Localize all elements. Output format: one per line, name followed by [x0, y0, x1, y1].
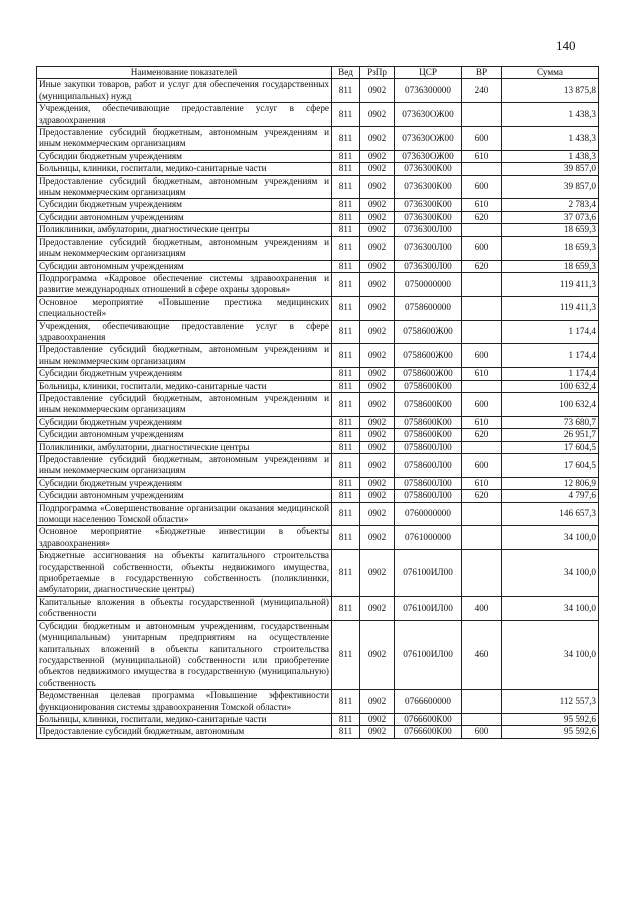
row-ved: 811	[332, 272, 360, 296]
row-name: Больницы, клиники, госпитали, медико-санитарные части	[37, 380, 332, 392]
row-name: Капитальные вложения в объекты государственной (муниципальной) собственности	[37, 596, 332, 620]
row-csr: 073630ОЖ00	[395, 150, 462, 162]
row-ved: 811	[332, 368, 360, 380]
table-row	[37, 726, 599, 738]
table-row	[37, 211, 599, 223]
row-rzpr: 0902	[360, 416, 395, 428]
header-csr: ЦСР	[395, 67, 462, 79]
table-row	[37, 150, 599, 162]
row-vr: 600	[462, 344, 502, 368]
row-vr: 600	[462, 175, 502, 199]
row-vr	[462, 713, 502, 725]
row-csr: 0750000000	[395, 272, 462, 296]
table-row	[37, 596, 599, 620]
row-csr: 076100ИЛ00	[395, 620, 462, 689]
row-rzpr: 0902	[360, 502, 395, 526]
row-rzpr: 0902	[360, 199, 395, 211]
row-csr: 0758600Л00	[395, 477, 462, 489]
table-row	[37, 320, 599, 344]
table-row	[37, 368, 599, 380]
header-ved: Вед	[332, 67, 360, 79]
row-name: Предоставление субсидий бюджетным, автономным учреждениям и иным некоммерческим организациям	[37, 236, 332, 260]
row-ved: 811	[332, 416, 360, 428]
row-sum: 73 680,7	[502, 416, 599, 428]
row-ved: 811	[332, 380, 360, 392]
row-sum: 119 411,3	[502, 272, 599, 296]
row-rzpr: 0902	[360, 392, 395, 416]
row-vr: 400	[462, 596, 502, 620]
row-name: Поликлиники, амбулатории, диагностические центры	[37, 224, 332, 236]
row-sum: 13 875,8	[502, 79, 599, 103]
row-csr: 076100ИЛ00	[395, 550, 462, 597]
row-vr	[462, 163, 502, 175]
row-vr: 610	[462, 368, 502, 380]
row-csr: 0736300К00	[395, 211, 462, 223]
row-name: Поликлиники, амбулатории, диагностические центры	[37, 441, 332, 453]
row-vr: 620	[462, 490, 502, 502]
row-ved: 811	[332, 320, 360, 344]
row-ved: 811	[332, 79, 360, 103]
row-name: Предоставление субсидий бюджетным, автономным учреждениям и иным некоммерческим организациям	[37, 127, 332, 151]
row-sum: 1 438,3	[502, 127, 599, 151]
row-name: Субсидии бюджетным и автономным учреждениям, государственным (муниципальным) унитарным предприятиям на осуществление капитальных вложений в объекты капитального строительства государственной (муниципальной) собственности или приобретение объектов недвижимого имущества в государственную (муниципальную) собственность	[37, 620, 332, 689]
row-sum: 18 659,3	[502, 260, 599, 272]
row-rzpr: 0902	[360, 526, 395, 550]
row-rzpr: 0902	[360, 713, 395, 725]
table-row	[37, 199, 599, 211]
row-ved: 811	[332, 296, 360, 320]
row-sum: 34 100,0	[502, 550, 599, 597]
row-sum: 1 174,4	[502, 368, 599, 380]
row-vr: 620	[462, 211, 502, 223]
row-sum: 17 604,5	[502, 454, 599, 478]
row-name: Предоставление субсидий бюджетным, автономным учреждениям и иным некоммерческим организациям	[37, 344, 332, 368]
row-vr: 600	[462, 454, 502, 478]
row-vr	[462, 502, 502, 526]
row-sum: 39 857,0	[502, 163, 599, 175]
row-csr: 0736300К00	[395, 199, 462, 211]
table-row	[37, 429, 599, 441]
row-ved: 811	[332, 713, 360, 725]
row-rzpr: 0902	[360, 272, 395, 296]
row-sum: 18 659,3	[502, 224, 599, 236]
row-vr: 610	[462, 416, 502, 428]
row-name: Субсидии бюджетным учреждениям	[37, 150, 332, 162]
row-rzpr: 0902	[360, 620, 395, 689]
row-name: Субсидии автономным учреждениям	[37, 429, 332, 441]
row-rzpr: 0902	[360, 79, 395, 103]
row-sum: 95 592,6	[502, 726, 599, 738]
row-csr: 076100ИЛ00	[395, 596, 462, 620]
row-name: Подпрограмма «Кадровое обеспечение системы здравоохранения и развитие международных отношений в сфере охраны здоровья»	[37, 272, 332, 296]
row-csr: 0766600К00	[395, 713, 462, 725]
page-number: 140	[556, 38, 576, 53]
row-sum: 100 632,4	[502, 392, 599, 416]
row-sum: 2 783,4	[502, 199, 599, 211]
row-vr: 610	[462, 477, 502, 489]
row-sum: 112 557,3	[502, 690, 599, 714]
row-vr	[462, 320, 502, 344]
row-csr: 0736300Л00	[395, 260, 462, 272]
row-name: Ведомственная целевая программа «Повышение эффективности функционирования системы здравоохранения Томской области»	[37, 690, 332, 714]
row-vr	[462, 690, 502, 714]
row-name: Подпрограмма «Совершенствование организации оказания медицинской помощи населению Томской области»	[37, 502, 332, 526]
row-rzpr: 0902	[360, 454, 395, 478]
row-sum: 1 174,4	[502, 320, 599, 344]
table-row	[37, 620, 599, 689]
row-sum: 1 438,3	[502, 150, 599, 162]
table-row	[37, 477, 599, 489]
row-ved: 811	[332, 550, 360, 597]
row-ved: 811	[332, 199, 360, 211]
row-sum: 39 857,0	[502, 175, 599, 199]
row-csr: 0758600К00	[395, 416, 462, 428]
row-ved: 811	[332, 690, 360, 714]
table-row	[37, 79, 599, 103]
table-row	[37, 502, 599, 526]
row-csr: 0758600Ж00	[395, 368, 462, 380]
table-row	[37, 103, 599, 127]
row-csr: 0758600К00	[395, 429, 462, 441]
row-sum: 34 100,0	[502, 596, 599, 620]
row-rzpr: 0902	[360, 550, 395, 597]
table-row	[37, 260, 599, 272]
row-rzpr: 0902	[360, 344, 395, 368]
row-csr: 0758600Л00	[395, 454, 462, 478]
row-ved: 811	[332, 127, 360, 151]
row-ved: 811	[332, 211, 360, 223]
row-vr: 600	[462, 236, 502, 260]
table-body	[37, 79, 599, 738]
table-row	[37, 392, 599, 416]
row-rzpr: 0902	[360, 368, 395, 380]
row-rzpr: 0902	[360, 224, 395, 236]
budget-table	[36, 66, 599, 739]
row-vr	[462, 296, 502, 320]
table-row	[37, 490, 599, 502]
header-rzpr: РзПр	[360, 67, 395, 79]
row-ved: 811	[332, 620, 360, 689]
row-csr: 073630ОЖ00	[395, 103, 462, 127]
row-rzpr: 0902	[360, 236, 395, 260]
row-sum: 119 411,3	[502, 296, 599, 320]
row-ved: 811	[332, 726, 360, 738]
row-rzpr: 0902	[360, 490, 395, 502]
table-row	[37, 272, 599, 296]
row-name: Основное мероприятие «Повышение престижа медицинских специальностей»	[37, 296, 332, 320]
row-rzpr: 0902	[360, 260, 395, 272]
row-sum: 146 657,3	[502, 502, 599, 526]
row-csr: 0758600Ж00	[395, 344, 462, 368]
row-vr: 240	[462, 79, 502, 103]
table-row	[37, 380, 599, 392]
row-name: Субсидии автономным учреждениям	[37, 260, 332, 272]
row-ved: 811	[332, 163, 360, 175]
row-vr: 600	[462, 726, 502, 738]
row-rzpr: 0902	[360, 150, 395, 162]
row-vr: 610	[462, 150, 502, 162]
row-sum: 4 797,6	[502, 490, 599, 502]
row-csr: 0736300Л00	[395, 236, 462, 260]
row-sum: 34 100,0	[502, 526, 599, 550]
row-ved: 811	[332, 103, 360, 127]
row-rzpr: 0902	[360, 380, 395, 392]
row-ved: 811	[332, 477, 360, 489]
header-name: Наименование показателей	[37, 67, 332, 79]
row-vr	[462, 441, 502, 453]
row-csr: 0736300Л00	[395, 224, 462, 236]
table-row	[37, 296, 599, 320]
row-vr: 600	[462, 392, 502, 416]
row-csr: 0736300К00	[395, 175, 462, 199]
row-name: Субсидии бюджетным учреждениям	[37, 477, 332, 489]
row-name: Предоставление субсидий бюджетным, автономным учреждениям и иным некоммерческим организациям	[37, 454, 332, 478]
row-rzpr: 0902	[360, 127, 395, 151]
row-name: Больницы, клиники, госпитали, медико-санитарные части	[37, 163, 332, 175]
row-csr: 0758600Л00	[395, 490, 462, 502]
table-row	[37, 713, 599, 725]
row-rzpr: 0902	[360, 726, 395, 738]
row-ved: 811	[332, 150, 360, 162]
row-vr: 620	[462, 429, 502, 441]
row-vr	[462, 272, 502, 296]
row-vr: 620	[462, 260, 502, 272]
row-name: Учреждения, обеспечивающие предоставление услуг в сфере здравоохранения	[37, 103, 332, 127]
row-name: Бюджетные ассигнования на объекты капитального строительства государственной собственности, объекты недвижимого имущества, приобретаемые в государственную собственность (поликлиники, амбулатории, диагностические центры)	[37, 550, 332, 597]
row-sum: 12 806,9	[502, 477, 599, 489]
row-rzpr: 0902	[360, 211, 395, 223]
table-row	[37, 344, 599, 368]
row-sum: 18 659,3	[502, 236, 599, 260]
row-sum: 34 100,0	[502, 620, 599, 689]
row-ved: 811	[332, 175, 360, 199]
row-rzpr: 0902	[360, 103, 395, 127]
table-row	[37, 441, 599, 453]
row-csr: 0758600К00	[395, 392, 462, 416]
row-rzpr: 0902	[360, 296, 395, 320]
row-ved: 811	[332, 236, 360, 260]
row-name: Иные закупки товаров, работ и услуг для обеспечения государственных (муниципальных) нужд	[37, 79, 332, 103]
row-name: Предоставление субсидий бюджетным, автономным	[37, 726, 332, 738]
row-csr: 0758600К00	[395, 380, 462, 392]
row-ved: 811	[332, 490, 360, 502]
table-row	[37, 690, 599, 714]
row-csr: 0736300К00	[395, 163, 462, 175]
row-sum: 1 438,3	[502, 103, 599, 127]
row-ved: 811	[332, 392, 360, 416]
row-ved: 811	[332, 429, 360, 441]
row-sum: 26 951,7	[502, 429, 599, 441]
row-csr: 0758600Ж00	[395, 320, 462, 344]
row-vr: 600	[462, 127, 502, 151]
row-vr: 460	[462, 620, 502, 689]
row-csr: 0760000000	[395, 502, 462, 526]
row-rzpr: 0902	[360, 429, 395, 441]
row-rzpr: 0902	[360, 690, 395, 714]
row-rzpr: 0902	[360, 163, 395, 175]
row-ved: 811	[332, 502, 360, 526]
row-rzpr: 0902	[360, 596, 395, 620]
header-vr: ВР	[462, 67, 502, 79]
row-vr	[462, 526, 502, 550]
table-header-row	[37, 67, 599, 79]
row-csr: 0758600Л00	[395, 441, 462, 453]
table-row	[37, 224, 599, 236]
table-row	[37, 526, 599, 550]
row-name: Субсидии бюджетным учреждениям	[37, 368, 332, 380]
row-vr	[462, 550, 502, 597]
row-csr: 0736300000	[395, 79, 462, 103]
row-ved: 811	[332, 454, 360, 478]
table-row	[37, 454, 599, 478]
row-rzpr: 0902	[360, 320, 395, 344]
row-rzpr: 0902	[360, 477, 395, 489]
row-rzpr: 0902	[360, 441, 395, 453]
row-csr: 073630ОЖ00	[395, 127, 462, 151]
row-name: Предоставление субсидий бюджетным, автономным учреждениям и иным некоммерческим организациям	[37, 175, 332, 199]
row-ved: 811	[332, 260, 360, 272]
row-sum: 100 632,4	[502, 380, 599, 392]
row-csr: 0758600000	[395, 296, 462, 320]
row-name: Основное мероприятие «Бюджетные инвестиции в объекты здравоохранения»	[37, 526, 332, 550]
row-ved: 811	[332, 596, 360, 620]
row-name: Больницы, клиники, госпитали, медико-санитарные части	[37, 713, 332, 725]
row-name: Субсидии бюджетным учреждениям	[37, 416, 332, 428]
row-vr: 610	[462, 199, 502, 211]
header-sum: Сумма	[502, 67, 599, 79]
table-row	[37, 127, 599, 151]
row-csr: 0761000000	[395, 526, 462, 550]
row-name: Учреждения, обеспечивающие предоставление услуг в сфере здравоохранения	[37, 320, 332, 344]
table-row	[37, 416, 599, 428]
row-sum: 37 073,6	[502, 211, 599, 223]
row-vr	[462, 224, 502, 236]
row-vr	[462, 103, 502, 127]
table-row	[37, 163, 599, 175]
row-ved: 811	[332, 224, 360, 236]
row-sum: 1 174,4	[502, 344, 599, 368]
table-row	[37, 236, 599, 260]
row-name: Предоставление субсидий бюджетным, автономным учреждениям и иным некоммерческим организациям	[37, 392, 332, 416]
row-vr	[462, 380, 502, 392]
row-ved: 811	[332, 441, 360, 453]
row-ved: 811	[332, 344, 360, 368]
row-csr: 0766600000	[395, 690, 462, 714]
row-rzpr: 0902	[360, 175, 395, 199]
row-name: Субсидии автономным учреждениям	[37, 490, 332, 502]
row-sum: 17 604,5	[502, 441, 599, 453]
row-sum: 95 592,6	[502, 713, 599, 725]
table-row	[37, 175, 599, 199]
row-name: Субсидии бюджетным учреждениям	[37, 199, 332, 211]
table-row	[37, 550, 599, 597]
row-ved: 811	[332, 526, 360, 550]
row-name: Субсидии автономным учреждениям	[37, 211, 332, 223]
row-csr: 0766600К00	[395, 726, 462, 738]
